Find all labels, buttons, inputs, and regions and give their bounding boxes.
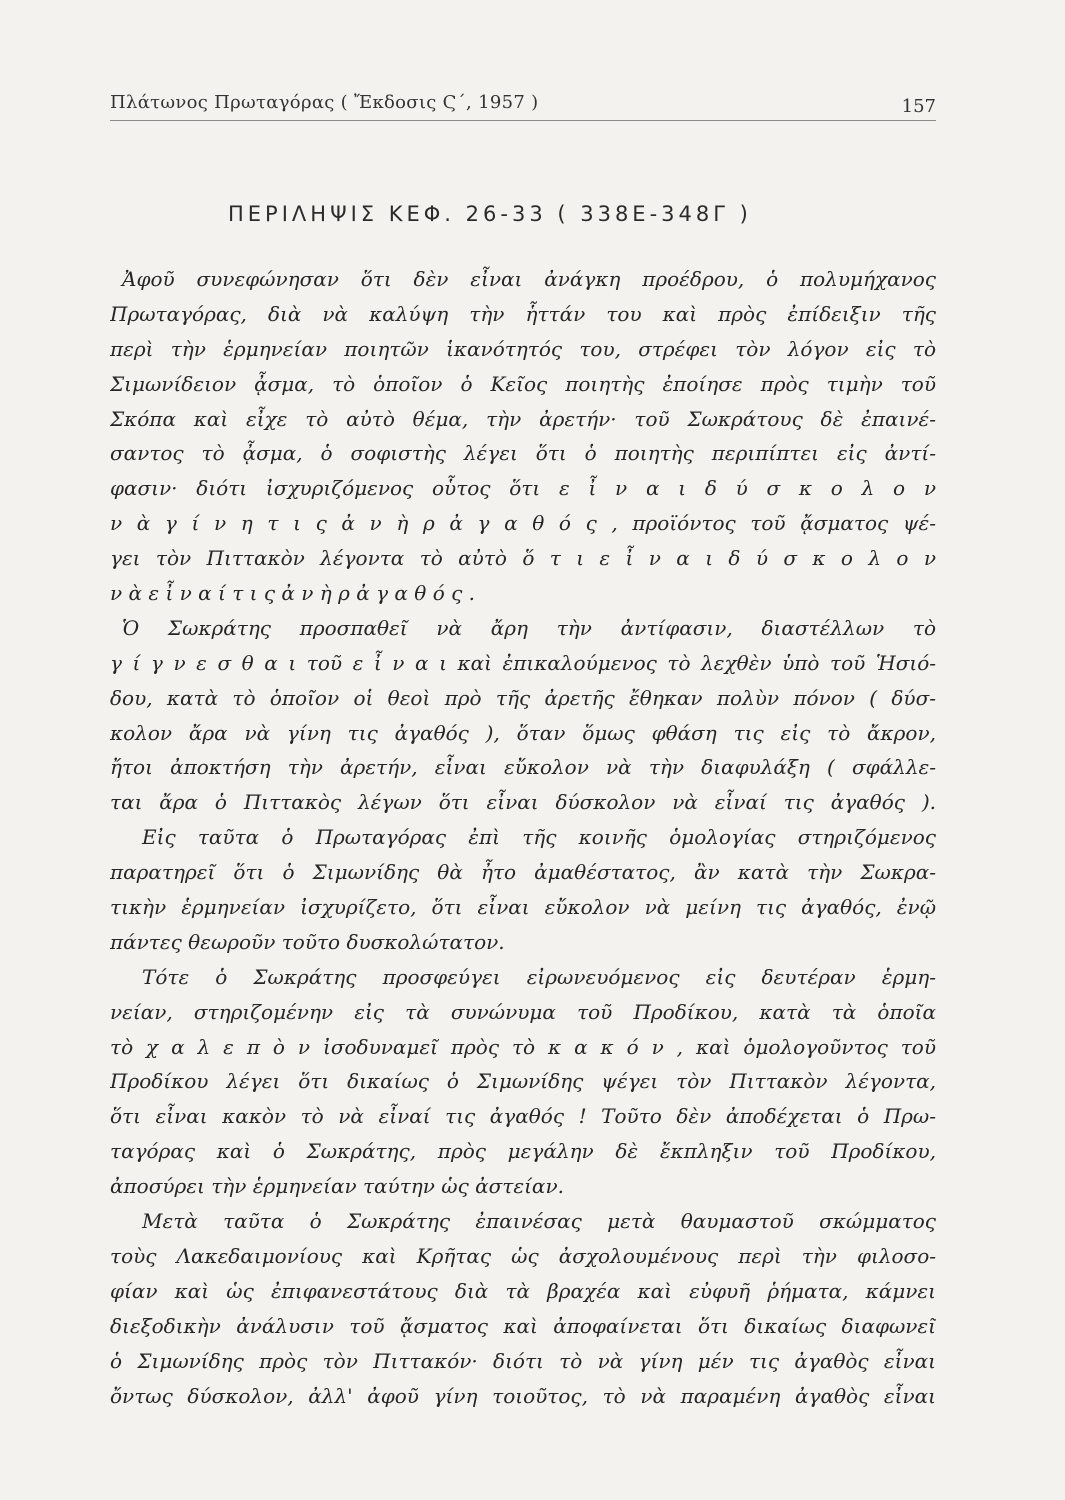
text-line: τὸ χ α λ ε π ὸ ν ἰσοδυναμεῖ πρὸς τὸ κ α κ ό ν , καὶ ὁμολογοῦντος τοῦ — [110, 1034, 936, 1059]
text-line: ὅτι εἶναι κακὸν τὸ νὰ εἶναί τις ἀγαθός ! Τοῦτο δὲν ἀποδέχεται ὁ Πρω- — [110, 1104, 936, 1129]
text-line: φίαν καὶ ὡς ἐπιφανεστάτους διὰ τὰ βραχέα καὶ εὐφυῆ ῥήματα, κάμνει — [110, 1278, 936, 1303]
text-line: διεξοδικὴν ἀνάλυσιν τοῦ ᾄσματος καὶ ἀποφαίνεται ὅτι δικαίως διαφωνεῖ — [110, 1313, 936, 1338]
text-line: γ ί γ ν ε σ θ α ι τοῦ ε ἶ ν α ι καὶ ἐπικαλούμενος τὸ λεχθὲν ὑπὸ τοῦ Ἡσιό- — [110, 650, 936, 675]
text-line: ἤτοι ἀποκτήση τὴν ἀρετήν, εἶναι εὔκολον νὰ τὴν διαφυλάξη ( σφάλλε- — [110, 755, 936, 780]
text-line: ν ὰ ε ἶ ν α ί τ ι ς ἀ ν ὴ ρ ἀ γ α θ ό ς . — [110, 581, 476, 606]
chapter-heading: ΠΕΡΙΛΗΨΙΣ ΚΕΦ. 26-33 ( 338Ε-348Γ ) — [228, 202, 752, 226]
text-line: Πρωταγόρας, διὰ νὰ καλύψη τὴν ἧττάν του καὶ πρὸς ἐπίδειξιν τῆς — [110, 301, 936, 326]
text-line: γει τὸν Πιττακὸν λέγοντα τὸ αὐτὸ ὅ τ ι ε ἶ ν α ι δ ύ σ κ ο λ ο ν — [110, 546, 936, 571]
text-line: τοὺς Λακεδαιμονίους καὶ Κρῆτας ὡς ἀσχολουμένους περὶ τὴν φιλοσο- — [110, 1243, 936, 1268]
text-line: σαντος τὸ ᾆσμα, ὁ σοφιστὴς λέγει ὅτι ὁ ποιητὴς περιπίπτει εἰς ἀντί- — [110, 441, 936, 466]
text-line: παρατηρεῖ ὅτι ὁ Σιμωνίδης θὰ ἦτο ἀμαθέστατος, ἂν κατὰ τὴν Σωκρα- — [110, 860, 936, 885]
running-header-title: Πλάτωνος Πρωταγόρας ( Ἔκδοσις Ϛ΄, 1957 ) — [110, 92, 539, 113]
text-line: ὁ Σιμωνίδης πρὸς τὸν Πιττακόν· διότι τὸ νὰ γίνη μέν τις ἀγαθὸς εἶναι — [110, 1348, 936, 1373]
text-line: ταγόρας καὶ ὁ Σωκράτης, πρὸς μεγάλην δὲ ἔκπληξιν τοῦ Προδίκου, — [110, 1139, 936, 1164]
page-number: 157 — [901, 96, 936, 117]
text-line: περὶ τὴν ἑρμηνείαν ποιητῶν ἱκανότητός του, στρέφει τὸν λόγον εἰς τὸ — [110, 336, 936, 361]
summary-text — [110, 262, 936, 1413]
text-line: Τότε ὁ Σωκράτης προσφεύγει εἰρωνευόμενος εἰς δευτέραν ἑρμη- — [142, 964, 936, 989]
text-line: Σιμωνίδειον ᾆσμα, τὸ ὁποῖον ὁ Κεῖος ποιητὴς ἐποίησε πρὸς τιμὴν τοῦ — [110, 371, 936, 396]
running-header — [110, 92, 936, 121]
text-line: Σκόπα καὶ εἶχε τὸ αὐτὸ θέμα, τὴν ἀρετήν· τοῦ Σωκράτους δὲ ἐπαινέ- — [110, 406, 936, 431]
text-line: Προδίκου λέγει ὅτι δικαίως ὁ Σιμωνίδης ψέγει τὸν Πιττακὸν λέγοντα, — [110, 1069, 936, 1094]
text-line: Ὁ Σωκράτης προσπαθεῖ νὰ ἄρη τὴν ἀντίφασιν, διαστέλλων τὸ — [122, 615, 936, 640]
text-line: νείαν, στηριζομένην εἰς τὰ συνώνυμα τοῦ Προδίκου, κατὰ τὰ ὁποῖα — [110, 999, 936, 1024]
text-line: Ἀφοῦ συνεφώνησαν ὅτι δὲν εἶναι ἀνάγκη προέδρου, ὁ πολυμήχανος — [122, 267, 936, 291]
text-line: Εἰς ταῦτα ὁ Πρωταγόρας ἐπὶ τῆς κοινῆς ὁμολογίας στηριζόμενος — [142, 825, 936, 850]
text-line: δου, κατὰ τὸ ὁποῖον οἱ θεοὶ πρὸ τῆς ἀρετῆς ἔθηκαν πολὺν πόνον ( δύσ- — [110, 685, 936, 710]
text-line: κολον ἄρα νὰ γίνη τις ἀγαθός ), ὅταν ὅμως φθάση τις εἰς τὸ ἄκρον, — [110, 720, 936, 745]
text-line: ται ἄρα ὁ Πιττακὸς λέγων ὅτι εἶναι δύσκολον νὰ εἶναί τις ἀγαθός ). — [110, 790, 936, 815]
text-line: ν ὰ γ ί ν η τ ι ς ἀ ν ὴ ρ ἀ γ α θ ό ς , προϊόντος τοῦ ᾄσματος ψέ- — [110, 511, 936, 536]
text-line: ἀποσύρει τὴν ἑρμηνείαν ταύτην ὡς ἀστείαν. — [110, 1174, 564, 1199]
text-line: φασιν· διότι ἰσχυριζόμενος οὗτος ὅτι ε ἶ ν α ι δ ύ σ κ ο λ ο ν — [110, 476, 936, 501]
text-line: πάντες θεωροῦν τοῦτο δυσκολώτατον. — [110, 929, 505, 954]
text-line: Μετὰ ταῦτα ὁ Σωκράτης ἐπαινέσας μετὰ θαυμαστοῦ σκώμματος — [142, 1209, 936, 1234]
text-line: ὄντως δύσκολον, ἀλλ' ἀφοῦ γίνη τοιοῦτος, τὸ νὰ παραμένη ἀγαθὸς εἶναι — [110, 1383, 936, 1408]
text-line: τικὴν ἑρμηνείαν ἰσχυρίζετο, ὅτι εἶναι εὔκολον νὰ μείνη τις ἀγαθός, ἐνῷ — [110, 895, 936, 920]
